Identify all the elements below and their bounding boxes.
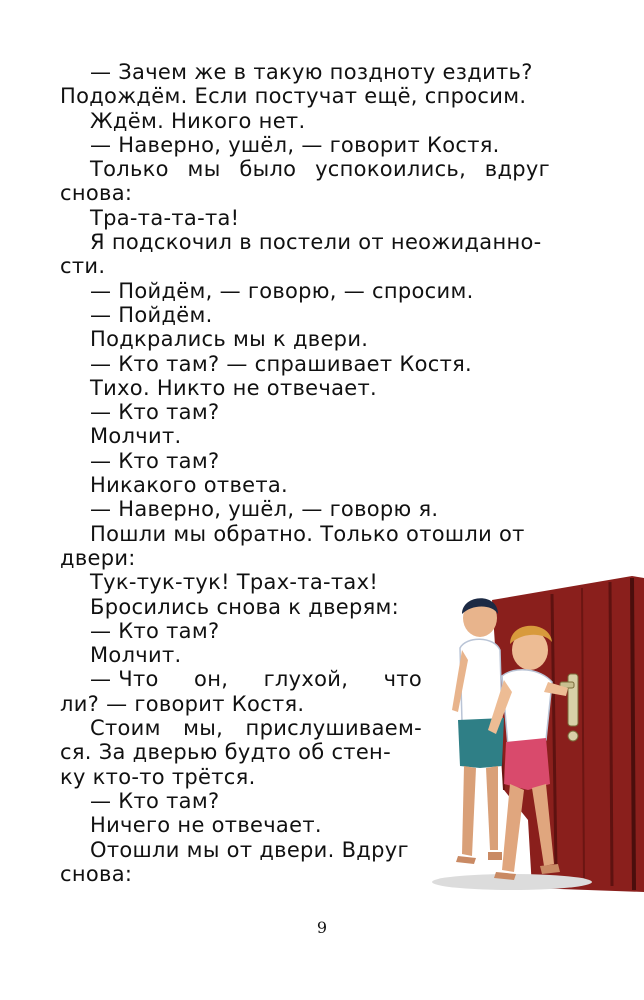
word: мы: [187, 157, 221, 182]
page-number: 9: [316, 918, 328, 937]
word: прислушиваем-: [245, 716, 422, 741]
text-line: Молчит.: [90, 424, 182, 449]
text-line: Тук-тук-тук! Трах-та-тах!: [90, 570, 379, 595]
text-line: Ждём. Никого нет.: [90, 108, 306, 133]
text-line: Пошли мы обратно. Только отошли от: [90, 521, 525, 546]
text-line: двери:: [60, 545, 136, 570]
text-line: Подождём. Если постучат ещё, спросим.: [60, 84, 527, 109]
text-line: Я подскочил в постели от неожиданно-: [90, 230, 542, 255]
word: Только: [90, 157, 169, 182]
text-line: Никакого ответа.: [90, 473, 289, 498]
word: Стоим: [90, 716, 161, 741]
text-line: Бросились снова к дверям:: [90, 594, 400, 619]
word: было: [239, 157, 297, 182]
word: он,: [194, 667, 229, 692]
word: глухой,: [263, 667, 349, 692]
text-line: Подкрались мы к двери.: [90, 327, 369, 352]
text-line: — Кто там?: [90, 788, 220, 813]
wrapped-text-column: [60, 667, 422, 886]
text-line: ли? — говорит Костя.: [60, 691, 305, 716]
text-line: ся. За дверью будто об стен-: [60, 740, 391, 765]
text-line-justified: [60, 716, 422, 740]
text-line: — Кто там?: [90, 400, 220, 425]
text-line: сти.: [60, 254, 106, 279]
text-line: — Пойдём, — говорю, — спросим.: [90, 278, 474, 303]
text-line: снова:: [60, 861, 133, 886]
text-line: Ничего не отвечает.: [90, 813, 322, 838]
word: вдруг: [484, 157, 550, 182]
boys-at-door-illustration: [432, 570, 644, 892]
text-line: — Наверно, ушёл, — говорю я.: [90, 497, 439, 522]
text-line: ку кто-то трётся.: [60, 764, 256, 789]
word: мы,: [183, 716, 224, 741]
text-line: — Наверно, ушёл, — говорит Костя.: [90, 132, 500, 157]
word: успокоились,: [315, 157, 467, 182]
text-line: — Кто там?: [90, 618, 220, 643]
text-line-justified: [60, 667, 422, 691]
text-line: Тихо. Никто не отвечает.: [90, 375, 377, 400]
text-line: — Кто там?: [90, 448, 220, 473]
text-line: — Пойдём.: [90, 302, 213, 327]
text-line-justified: [60, 157, 550, 181]
word: — Что: [90, 667, 159, 692]
text-line: Тра-та-та-та!: [90, 205, 240, 230]
text-line: Молчит.: [90, 643, 182, 668]
text-line: Отошли мы от двери. Вдруг: [90, 837, 409, 862]
text-line: — Зачем же в такую поздноту ездить?: [90, 60, 533, 84]
text-line: — Кто там? — спрашивает Костя.: [90, 351, 473, 376]
word: что: [383, 667, 422, 692]
text-line: снова:: [60, 181, 133, 206]
